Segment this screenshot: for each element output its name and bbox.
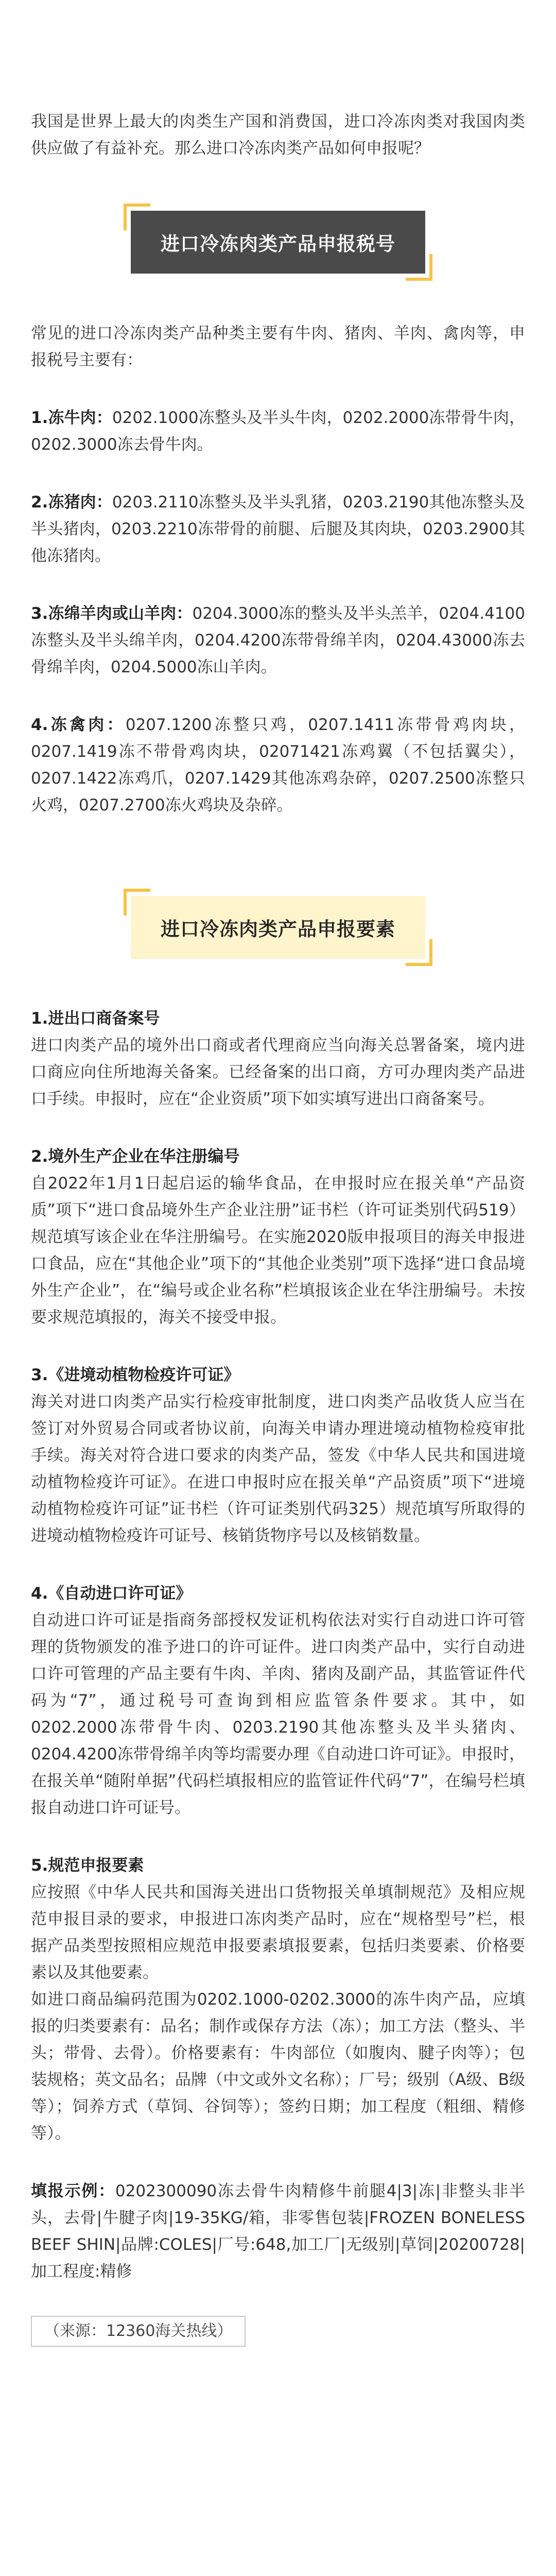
source-badge: （来源：12360海关热线） <box>31 2316 246 2347</box>
section1-heading-wrap <box>31 211 525 274</box>
requirement-item <box>31 1005 525 1112</box>
section1-lead: 常见的进口冷冻肉类产品种类主要有牛肉、猪肉、羊肉、禽肉等，申报税号主要有： <box>31 324 525 369</box>
tariff-label: 1.冻牛肉： <box>31 409 112 427</box>
section1-heading <box>131 211 425 274</box>
section2-heading-wrap <box>31 896 525 959</box>
tariff-text: 0202.1000冻整头及半头牛肉，0202.2000冻带骨牛肉，0202.3000冻去骨牛肉。 <box>31 409 525 454</box>
requirement-text: 应按照《中华人民共和国海关进出口货物报关单填制规范》及相应规范申报目录的要求，申报进口冻肉类产品时，应在“规格型号”栏，根据产品类型按照相应规范申报要素填报要素，包括归类要素、价格要素以及其他要素。 <box>31 1883 525 1982</box>
requirement-text: 海关对进口肉类产品实行检疫审批制度，进口肉类产品收货人应当在签订对外贸易合同或者协议前，向海关申请办理进境动植物检疫审批手续。海关对符合进口要求的肉类产品，签发《中华人民共和国进境动植物检疫许可证》。在进口申报时应在报关单“产品资质”项下“进境动植物检疫许可证”证书栏（许可证类别代码325）规范填写所取得的进境动植物检疫许可证号、核销货物序号以及核销数量。 <box>31 1393 525 1545</box>
requirement-item <box>31 1852 525 1986</box>
requirement-text: 自2022年1月1日起启运的输华食品，在申报时应在报关单“产品资质”项下“进口食品境外生产企业注册”证书栏（许可证类别代码519）规范填写该企业在华注册编号。在实施2020版申报项目的海关申报进口食品，应在“其他企业”项下的“其他企业类别”项下选择“进口食品境外生产企业”，在“编号或企业名称”栏填报该企业在华注册编号。未按要求规范填报的，海关不接受申报。 <box>31 1174 525 1327</box>
section1-body <box>31 320 525 819</box>
section1-title: 进口冷冻肉类产品申报税号 <box>161 233 395 255</box>
section2-title: 进口冷冻肉类产品申报要素 <box>161 918 395 940</box>
example-label: 填报示例： <box>31 2182 115 2200</box>
tariff-label: 4.冻禽肉： <box>31 716 126 734</box>
corner-decoration <box>124 204 150 230</box>
tariff-text: 0203.2110冻整头及半头乳猪，0203.2190其他冻整头及半头猪肉，0203.2210冻带骨的前腿、后腿及其肉块，0203.2900其他冻猪肉。 <box>31 493 525 565</box>
requirement-title: 3.《进境动植物检疫许可证》 <box>31 1366 240 1384</box>
requirement-item <box>31 1362 525 1549</box>
tariff-text: 0204.3000冻的整头及半头羔羊，0204.4100冻整头及半头绵羊肉，0204.4200冻带骨绵羊肉，0204.43000冻去骨绵羊肉，0204.5000冻山羊肉。 <box>31 604 525 676</box>
requirement-example-codes <box>31 1986 525 2147</box>
requirement-title: 5.规范申报要素 <box>31 1856 144 1875</box>
corner-decoration <box>406 939 432 966</box>
section2-heading <box>131 896 425 959</box>
requirement-item <box>31 1143 525 1331</box>
requirement-item <box>31 1580 525 1821</box>
intro-paragraph: 我国是世界上最大的肉类生产国和消费国，进口冷冻肉类对我国肉类供应做了有益补充。那么进口冷冻肉类产品如何申报呢？ <box>31 112 525 158</box>
requirement-text: 自动进口许可证是指商务部授权发证机构依法对实行自动进口许可管理的货物颁发的准予进口的许可证件。进口肉类产品中，实行自动进口许可管理的产品主要有牛肉、羊肉、猪肉及副产品，其监管证件代码为“7”，通过税号可查询到相应监管条件要求。其中，如0202.2000冻带骨牛肉、0203.2190其他冻整头及半头猪肉、0204.4200冻带骨绵羊肉等均需要办理《自动进口许可证》。申报时，在报关单“随附单据”代码栏填报相应的监管证件代码“7”，在编号栏填报自动进口许可证号。 <box>31 1611 525 1817</box>
example-text: 0202300090冻去骨牛肉精修牛前腿4|3|冻|非整头非半头，去骨|牛腱子肉|19-35KG/箱，非零售包装|FROZEN BONELESS BEEF SHIN|品牌:COLES|厂号:648,加工厂|无级别|草饲|20200728|加工程度:精修 <box>31 2182 526 2281</box>
tariff-item-beef <box>31 404 525 458</box>
corner-decoration <box>406 254 432 281</box>
source-line <box>31 2316 525 2347</box>
requirement-title: 1.进出口商备案号 <box>31 1009 160 1028</box>
requirement-title: 4.《自动进口许可证》 <box>31 1584 192 1603</box>
tariff-item-poultry <box>31 711 525 819</box>
tariff-text: 0207.1200冻整只鸡，0207.1411冻带骨鸡肉块，0207.1419冻不带骨鸡肉块，02071421冻鸡翼（不包括翼尖），0207.1422冻鸡爪，0207.1429其他冻鸡杂碎，0207.2500冻整只火鸡，0207.2700冻火鸡块及杂碎。 <box>31 716 525 815</box>
tariff-label: 2.冻猪肉： <box>31 493 112 512</box>
tariff-item-mutton <box>31 600 525 681</box>
corner-decoration <box>124 889 150 916</box>
requirement-title: 2.境外生产企业在华注册编号 <box>31 1147 240 1166</box>
section2-body <box>31 1005 525 2347</box>
requirement-text: 进口肉类产品的境外出口商或者代理商应当向海关总署备案，境内进口商应向住所地海关备案。已经备案的出口商，方可办理肉类产品进口手续。申报时，应在“企业资质”项下如实填写进出口商备案号。 <box>31 1036 525 1108</box>
requirement-text: 如进口商品编码范围为0202.1000-0202.3000的冻牛肉产品，应填报的归类要素有：品名；制作或保存方法（冻）；加工方法（整头、半头；带骨、去骨）。价格要素有：牛肉部位（如腹肉、腱子肉等）；包装规格；英文品名；品牌（中文或外文名称）；厂号；级别（A级、B级等）；饲养方式（草饲、谷饲等）；签约日期；加工程度（粗细、精修等）。 <box>31 1990 525 2143</box>
tariff-label: 3.冻绵羊肉或山羊肉： <box>31 604 193 623</box>
filling-example <box>31 2178 525 2285</box>
tariff-item-pork <box>31 489 525 569</box>
